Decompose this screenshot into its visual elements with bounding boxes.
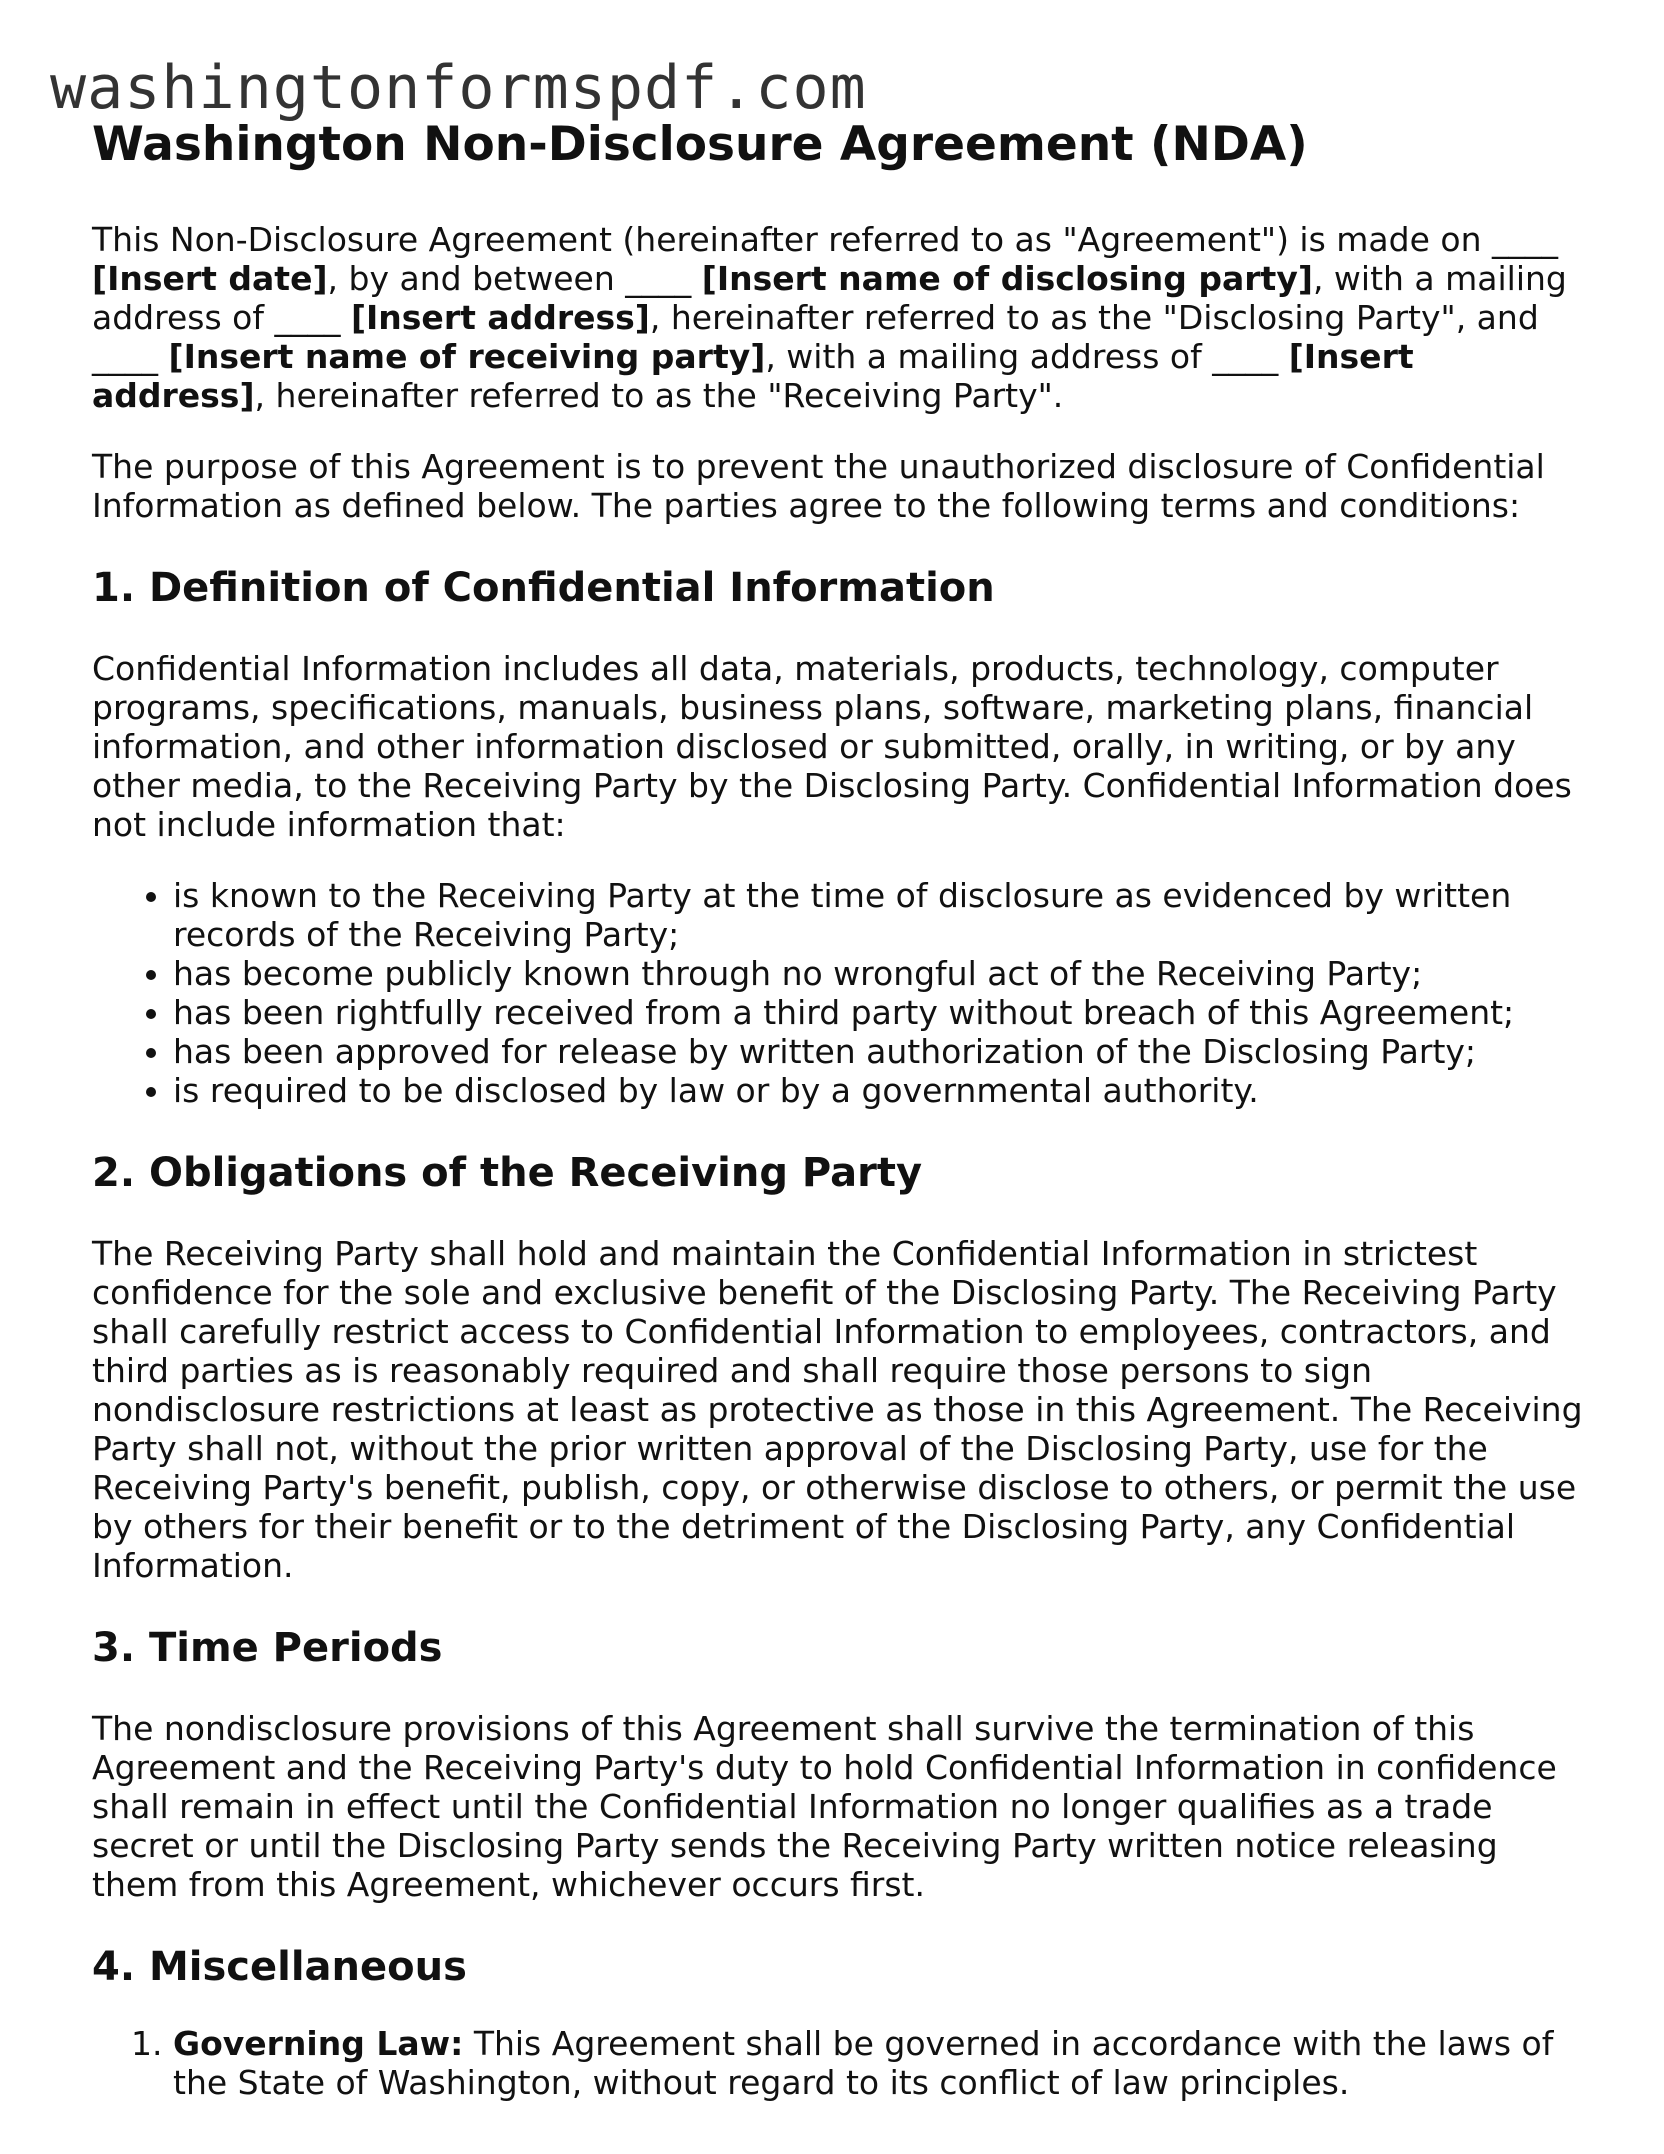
- blank-line: ____: [625, 259, 692, 298]
- intro-text: , hereinafter referred to as the "Receiving Party".: [254, 376, 1064, 415]
- list-item: • is known to the Receiving Party at the time of disclosure as evidenced by written records of the Receiving Party;: [173, 876, 1592, 954]
- list-item: • has been rightfully received from a third party without breach of this Agreement;: [173, 993, 1592, 1032]
- list-item-governing-law: [173, 2024, 1592, 2102]
- disclosing-party-placeholder: [Insert name of disclosing party]: [701, 259, 1313, 298]
- exclusions-list: [92, 876, 1592, 1110]
- list-item: • has been approved for release by written authorization of the Disclosing Party;: [173, 1032, 1592, 1071]
- purpose-paragraph: The purpose of this Agreement is to prevent the unauthorized disclosure of Confidential Information as defined below. The parties agree to the following terms and conditions:: [92, 447, 1545, 525]
- miscellaneous-list: [92, 2024, 1592, 2102]
- watermark: washingtonformspdf.com: [50, 53, 867, 123]
- receiving-address-placeholder: [Insert address]: [92, 337, 1414, 415]
- governing-law-text: This Agreement shall be governed in accordance with the laws of the State of Washington, without regard to its conflict of law principles.: [173, 2024, 1554, 2102]
- list-item: • is required to be disclosed by law or by a governmental authority.: [173, 1071, 1592, 1110]
- blank-line: ____: [1212, 337, 1279, 376]
- intro-text: , hereinafter referred to as the "Disclosing Party", and: [649, 298, 1539, 337]
- section-heading-definition: 1. Definition of Confidential Information: [92, 565, 995, 611]
- disclosing-address-placeholder: [Insert address]: [350, 298, 650, 337]
- section-text-time-periods: The nondisclosure provisions of this Agreement shall survive the termination of this Agreement and the Receiving Party's duty to hold Confidential Information in confidence shall remain in effect until the Confidential Information no longer qualifies as a trade secret or until the Disclosing Party sends the Receiving Party written notice releasing them from this Agreement, whichever occurs first.: [92, 1709, 1557, 1904]
- receiving-party-placeholder: [Insert name of receiving party]: [168, 337, 766, 376]
- blank-line: ____: [1492, 220, 1558, 259]
- blank-line: ____: [274, 298, 341, 337]
- date-placeholder: [Insert date]: [92, 259, 328, 298]
- intro-paragraph: [92, 220, 1592, 415]
- intro-text: , by and between: [327, 259, 626, 298]
- document-title: Washington Non-Disclosure Agreement (NDA): [92, 117, 1308, 172]
- section-heading-miscellaneous: 4. Miscellaneous: [92, 1944, 467, 1990]
- list-item: • has become publicly known through no wrongful act of the Receiving Party;: [173, 954, 1592, 993]
- section-heading-obligations: 2. Obligations of the Receiving Party: [92, 1150, 923, 1196]
- intro-text: This Non-Disclosure Agreement (hereinafter referred to as "Agreement") is made on: [92, 220, 1492, 259]
- governing-law-label: Governing Law:: [173, 2024, 464, 2063]
- section-heading-time-periods: 3. Time Periods: [92, 1625, 443, 1671]
- section-text-definition: Confidential Information includes all data, materials, products, technology, computer programs, specifications, manuals, business plans, software, marketing plans, financial information, and other information disclosed or submitted, orally, in writing, or by any other media, to the Receiving Party by the Disclosing Party. Confidential Information does not include information that:: [92, 649, 1572, 844]
- intro-text: , with a mailing address of: [92, 259, 1567, 337]
- blank-line: ____: [92, 337, 158, 376]
- intro-text: , with a mailing address of: [765, 337, 1213, 376]
- section-text-obligations: The Receiving Party shall hold and maintain the Confidential Information in strictest confidence for the sole and exclusive benefit of the Disclosing Party. The Receiving Party shall carefully restrict access to Confidential Information to employees, contractors, and third parties as is reasonably required and shall require those persons to sign nondisclosure restrictions at least as protective as those in this Agreement. The Receiving Party shall not, without the prior written approval of the Disclosing Party, use for the Receiving Party's benefit, publish, copy, or otherwise disclose to others, or permit the use by others for their benefit or to the detriment of the Disclosing Party, any Confidential Information.: [92, 1234, 1583, 1585]
- document-body: [92, 112, 1592, 2102]
